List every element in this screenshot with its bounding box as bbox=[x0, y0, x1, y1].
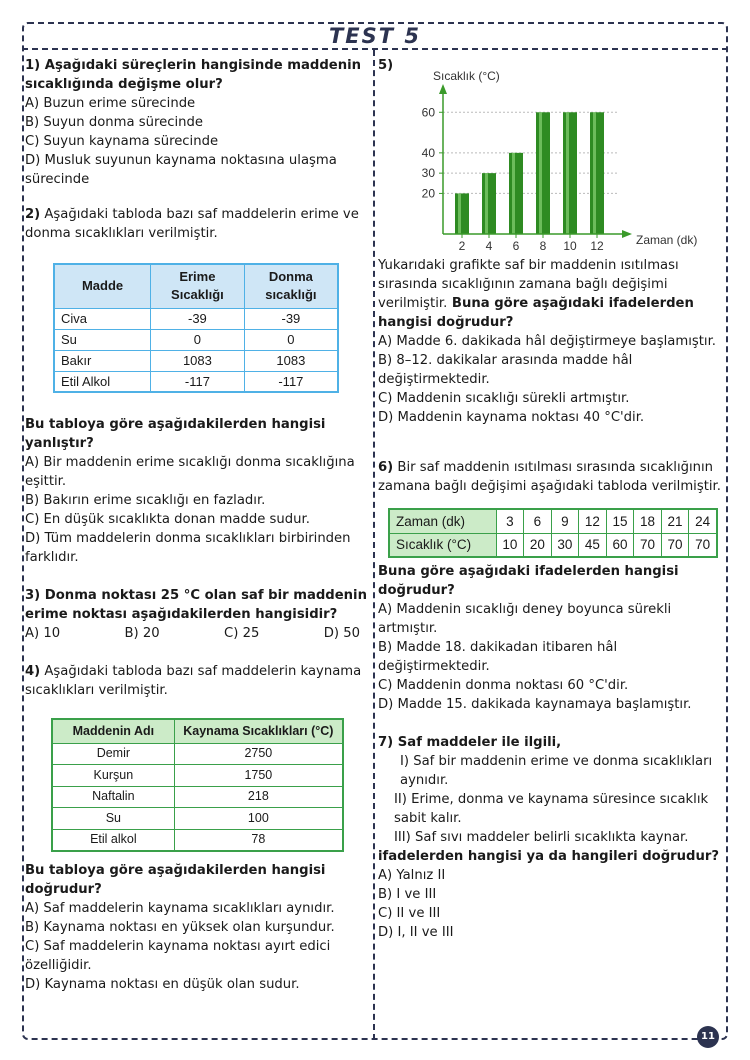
q7-option-b[interactable]: B) I ve III bbox=[378, 887, 437, 902]
chart-y-tick-label: 30 bbox=[421, 166, 435, 181]
q6-row-label-temp: Sıcaklık (°C) bbox=[389, 533, 496, 557]
chart-x-tick-label: 10 bbox=[563, 239, 577, 253]
q6-cell: 24 bbox=[689, 509, 717, 533]
q7-statement-3: III) Saf sıvı maddeler belirli sıcaklıkta kaynar. bbox=[394, 830, 689, 845]
chart-y-axis-arrow bbox=[439, 84, 447, 94]
table-row bbox=[52, 743, 343, 765]
q4-cell: Kurşun bbox=[52, 765, 174, 787]
q5-option-a[interactable]: A) Madde 6. dakikada hâl değiştirmeye başlamıştır. bbox=[378, 334, 716, 349]
q6-cell: 21 bbox=[661, 509, 689, 533]
chart-bar bbox=[509, 153, 523, 234]
q4-option-d[interactable]: D) Kaynama noktası en düşük olan sudur. bbox=[25, 976, 300, 992]
q4-cell: 1750 bbox=[174, 765, 343, 787]
chart-y-tick-label: 60 bbox=[421, 105, 435, 120]
q7-question: ifadelerden hangisi ya da hangileri doğrudur? bbox=[378, 849, 720, 864]
q2-option-a[interactable]: A) Bir maddenin erime sıcaklığı donma sıcaklığına eşittir. bbox=[25, 455, 355, 489]
q4-intro bbox=[25, 662, 368, 700]
q4-option-a[interactable]: A) Saf maddelerin kaynama sıcaklıkları aynıdır. bbox=[25, 900, 335, 916]
q3-option-a[interactable]: A) 10 bbox=[25, 626, 61, 641]
q1-option-a[interactable]: A) Buzun erime sürecinde bbox=[25, 96, 196, 111]
q6-cell: 20 bbox=[524, 533, 552, 557]
chart-bar-highlight bbox=[458, 193, 461, 234]
q6-cell: 15 bbox=[606, 509, 634, 533]
q6-cell: 18 bbox=[634, 509, 662, 533]
chart-y-tick-label: 20 bbox=[421, 186, 435, 201]
chart-bar bbox=[590, 112, 604, 234]
q2-cell: -39 bbox=[151, 308, 245, 329]
q7-option-a[interactable]: A) Yalnız II bbox=[378, 868, 446, 883]
q1-option-d[interactable]: D) Musluk suyunun kaynama noktasına ulaşma sürecinde bbox=[25, 153, 337, 187]
chart-x-tick-label: 2 bbox=[458, 239, 466, 253]
chart-bar bbox=[482, 173, 496, 234]
q6-cell: 10 bbox=[496, 533, 524, 557]
q4-number: 4) bbox=[25, 664, 41, 679]
q5-question: Buna göre aşağıdaki ifadelerden hangisi doğrudur? bbox=[378, 296, 694, 330]
q3-option-d[interactable]: D) 50 bbox=[323, 626, 360, 641]
q2-intro-text: Aşağıdaki tabloda bazı saf maddelerin erime ve donma sıcaklıkları verilmiştir. bbox=[25, 207, 359, 241]
q6-cell: 9 bbox=[551, 509, 579, 533]
q4-table bbox=[51, 718, 344, 852]
q2-header-donma: Donma sıcaklığı bbox=[244, 264, 338, 308]
chart-x-tick-label: 6 bbox=[512, 239, 520, 253]
q4-cell: 218 bbox=[174, 786, 343, 808]
q1-option-b[interactable]: B) Suyun donma sürecinde bbox=[25, 115, 203, 130]
q2-cell: 1083 bbox=[151, 350, 245, 371]
q4-cell: 78 bbox=[174, 829, 343, 851]
q6-question: Buna göre aşağıdaki ifadelerden hangisi doğrudur? bbox=[378, 564, 679, 598]
q5-intro-block bbox=[378, 256, 726, 332]
chart-x-tick-label: 12 bbox=[590, 239, 604, 253]
q6-row-label-time: Zaman (dk) bbox=[389, 509, 496, 533]
q4-cell: 2750 bbox=[174, 743, 343, 765]
table-row bbox=[52, 829, 343, 851]
q2-cell: 0 bbox=[244, 329, 338, 350]
q1-option-c[interactable]: C) Suyun kaynama sürecinde bbox=[25, 134, 219, 149]
chart-x-label: Zaman (dk) bbox=[636, 233, 698, 247]
q6-cell: 70 bbox=[689, 533, 717, 557]
q2-cell: Etil Alkol bbox=[54, 371, 151, 392]
q3-options bbox=[25, 624, 368, 643]
q2-question: Bu tabloya göre aşağıdakilerden hangisi yanlıştır? bbox=[25, 417, 326, 451]
column-divider bbox=[373, 50, 375, 1040]
q6-option-c[interactable]: C) Maddenin donma noktası 60 °C'dir. bbox=[378, 678, 629, 693]
q4-question: Bu tabloya göre aşağıdakilerden hangisi doğrudur? bbox=[25, 862, 326, 897]
q7-title: 7) Saf maddeler ile ilgili, bbox=[378, 735, 562, 750]
chart-bar bbox=[563, 112, 577, 234]
table-row bbox=[54, 308, 338, 329]
q7-option-c[interactable]: C) II ve III bbox=[378, 906, 441, 921]
q4-cell: Etil alkol bbox=[52, 829, 174, 851]
q5-option-c[interactable]: C) Maddenin sıcaklığı sürekli artmıştır. bbox=[378, 391, 630, 406]
q6-intro-text: Bir saf maddenin ısıtılması sırasında sıcaklığının zamana bağlı değişimi aşağıdaki tabloda verilmiştir. bbox=[378, 460, 721, 494]
q1-title: 1) Aşağıdaki süreçlerin hangisinde maddenin sıcaklığında değişme olur? bbox=[25, 58, 362, 92]
table-row bbox=[54, 329, 338, 350]
q3-title: 3) Donma noktası 25 °C olan saf bir maddenin erime noktası aşağıdakilerden hangisidir? bbox=[25, 588, 367, 622]
q3-option-c[interactable]: C) 25 bbox=[224, 626, 260, 641]
left-column bbox=[25, 56, 368, 994]
q6-table bbox=[388, 508, 718, 558]
chart-bar bbox=[536, 112, 550, 234]
q2-header-madde: Madde bbox=[54, 264, 151, 308]
q4-header-name: Maddenin Adı bbox=[52, 719, 174, 743]
q2-cell: 0 bbox=[151, 329, 245, 350]
q4-option-c[interactable]: C) Saf maddelerin kaynama noktası ayırt edici özelliğidir. bbox=[25, 938, 331, 973]
q2-cell: -39 bbox=[244, 308, 338, 329]
q5-bar-chart bbox=[378, 56, 726, 256]
chart-y-tick-label: 40 bbox=[421, 145, 435, 160]
q5-chart-area bbox=[378, 56, 726, 256]
table-row bbox=[54, 371, 338, 392]
table-row bbox=[389, 533, 717, 557]
q2-option-d[interactable]: D) Tüm maddelerin donma sıcaklıkları birbirinden farklıdır. bbox=[25, 531, 351, 565]
chart-bar-highlight bbox=[512, 153, 515, 234]
chart-y-label: Sıcaklık (°C) bbox=[433, 69, 500, 83]
q2-cell: Civa bbox=[54, 308, 151, 329]
q4-header-boiling: Kaynama Sıcaklıkları (°C) bbox=[174, 719, 343, 743]
chart-bar-highlight bbox=[485, 173, 488, 234]
chart-x-tick-label: 4 bbox=[485, 239, 493, 253]
question-1 bbox=[25, 56, 368, 189]
q6-cell: 70 bbox=[634, 533, 662, 557]
table-row bbox=[54, 350, 338, 371]
q4-cell: Naftalin bbox=[52, 786, 174, 808]
question-5 bbox=[378, 56, 726, 427]
q6-option-b[interactable]: B) Madde 18. dakikadan itibaren hâl değiştirmektedir. bbox=[378, 640, 618, 674]
table-row bbox=[52, 808, 343, 830]
q2-cell: 1083 bbox=[244, 350, 338, 371]
chart-bar-highlight bbox=[593, 112, 596, 234]
q4-cell: Demir bbox=[52, 743, 174, 765]
right-column bbox=[378, 56, 726, 942]
table-row bbox=[389, 509, 717, 533]
q6-cell: 60 bbox=[606, 533, 634, 557]
chart-x-axis-arrow bbox=[622, 230, 632, 238]
q2-table bbox=[53, 263, 339, 393]
q5-option-d[interactable]: D) Maddenin kaynama noktası 40 °C'dir. bbox=[378, 410, 645, 425]
page-number-badge: 11 bbox=[697, 1026, 719, 1048]
q7-statement-2: II) Erime, donma ve kaynama süresince sıcaklık sabit kalır. bbox=[394, 792, 709, 826]
question-6 bbox=[378, 458, 726, 714]
q2-cell: -117 bbox=[244, 371, 338, 392]
test-title: TEST 5 bbox=[328, 24, 422, 48]
question-7 bbox=[378, 733, 726, 942]
q2-intro bbox=[25, 205, 368, 243]
q6-cell: 12 bbox=[579, 509, 607, 533]
q6-cell: 6 bbox=[524, 509, 552, 533]
q4-cell: Su bbox=[52, 808, 174, 830]
q6-cell: 30 bbox=[551, 533, 579, 557]
q6-number: 6) bbox=[378, 460, 394, 475]
q5-option-b[interactable]: B) 8–12. dakikalar arasında madde hâl değiştirmektedir. bbox=[378, 353, 633, 387]
chart-bar bbox=[455, 193, 469, 234]
q5-number: 5) bbox=[378, 58, 394, 73]
q2-header-erime: Erime Sıcaklığı bbox=[151, 264, 245, 308]
table-row bbox=[52, 786, 343, 808]
q2-option-b[interactable]: B) Bakırın erime sıcaklığı en fazladır. bbox=[25, 493, 266, 508]
q6-intro bbox=[378, 458, 726, 496]
question-2 bbox=[25, 205, 368, 567]
question-3 bbox=[25, 586, 368, 643]
q4-intro-text: Aşağıdaki tabloda bazı saf maddelerin kaynama sıcaklıkları verilmiştir. bbox=[25, 664, 362, 698]
q7-statement-1: I) Saf bir maddenin erime ve donma sıcaklıkları aynıdır. bbox=[400, 754, 713, 788]
q6-option-a[interactable]: A) Maddenin sıcaklığı deney boyunca sürekli artmıştır. bbox=[378, 602, 672, 636]
q6-cell: 3 bbox=[496, 509, 524, 533]
q3-option-b[interactable]: B) 20 bbox=[124, 626, 160, 641]
chart-bar-highlight bbox=[539, 112, 542, 234]
q6-option-d[interactable]: D) Madde 15. dakikada kaynamaya başlamıştır. bbox=[378, 697, 692, 712]
chart-x-tick-label: 8 bbox=[539, 239, 547, 253]
q2-cell: -117 bbox=[151, 371, 245, 392]
q2-cell: Su bbox=[54, 329, 151, 350]
q6-cell: 45 bbox=[579, 533, 607, 557]
q6-cell: 70 bbox=[661, 533, 689, 557]
q5-intro: Yukarıdaki grafikte saf bir maddenin ısıtılması sırasında sıcaklığının zamana bağlı değişimi verilmiştir. bbox=[378, 258, 679, 311]
q2-option-c[interactable]: C) En düşük sıcaklıkta donan madde sudur. bbox=[25, 512, 310, 527]
chart-bar-highlight bbox=[566, 112, 569, 234]
q4-option-b[interactable]: B) Kaynama noktası en yüksek olan kurşundur. bbox=[25, 919, 335, 935]
q7-option-d[interactable]: D) I, II ve III bbox=[378, 925, 454, 940]
q2-number: 2) bbox=[25, 207, 41, 222]
table-row bbox=[52, 765, 343, 787]
q2-cell: Bakır bbox=[54, 350, 151, 371]
question-4 bbox=[25, 662, 368, 994]
q4-cell: 100 bbox=[174, 808, 343, 830]
